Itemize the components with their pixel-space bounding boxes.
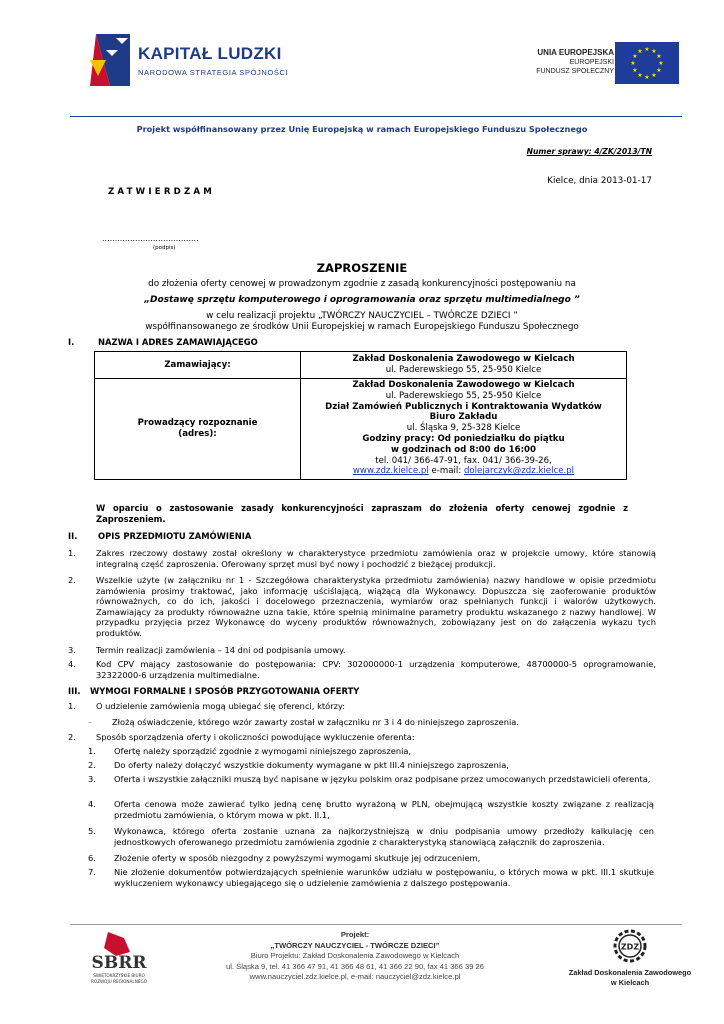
- row1-name: Zakład Doskonalenia Zawodowego w Kielcach: [352, 354, 575, 365]
- logo-subtitle: NARODOWA STRATEGIA SPÓJNOŚCI: [138, 68, 289, 77]
- row2-label-2: (adres):: [178, 429, 217, 440]
- zdz-label: [560, 968, 700, 987]
- table-row: [95, 352, 627, 379]
- list-item-text: Zakres rzeczowy dostawy został określony w charakterystyce przedmiotu zamówienia oraz w projekcie umowy, które stanowią integralną część zaproszenia. Oferowany sprzęt musi być nowy i pochodzić z bieżącej produkcji.: [96, 548, 656, 569]
- list-item-num: 2.: [88, 760, 96, 770]
- zdz-label-line1: Zakład Doskonalenia Zawodowego: [568, 968, 692, 977]
- kapital-ludzki-emblem-icon: [86, 30, 134, 90]
- svg-text:★: ★: [651, 72, 657, 79]
- invitation-line2: „Dostawę sprzętu komputerowego i oprogramowania oraz sprzętu multimedialnego ”: [144, 295, 580, 305]
- svg-text:★: ★: [632, 53, 638, 60]
- section-1-title: NAZWA I ADRES ZAMAWIAJĄCEGO: [98, 337, 258, 347]
- row1-addr: ul. Paderewskiego 55, 25-950 Kielce: [385, 365, 542, 375]
- header-divider: [70, 116, 682, 117]
- list-item-text: Ofertę należy sporządzić zgodnie z wymogami niniejszego zaproszenia,: [114, 746, 412, 756]
- dash-bullet: –: [88, 717, 93, 727]
- case-number: Numer sprawy: 4/ZK/2013/TN: [526, 147, 652, 156]
- sbrr-caption2: ROZWOJU REGIONALNEGO: [90, 979, 148, 984]
- cofinanced-line: Projekt współfinansowany przez Unię Europejską w ramach Europejskiego Funduszu Społecznego: [136, 124, 588, 134]
- row2-phone: tel. 041/ 366-47-91, fax. 041/ 366-39-26,: [375, 455, 552, 466]
- svg-text:★: ★: [644, 74, 650, 81]
- section-2-num: II.: [68, 531, 78, 541]
- contracting-authority-table: [94, 351, 627, 480]
- list-item-text: O udzielenie zamówienia mogą ubiegać się oferenci, którzy:: [96, 701, 346, 711]
- footer-project-name: „TWÓRCZY NAUCZYCIEL - TWÓRCZE DZIECI”: [270, 940, 440, 950]
- list-item-text: Oferta cenowa może zawierać tylko jedną cenę brutto wyrażoną w PLN, obejmującą wszystkie koszty związane z realizacją przedmiotu zamówienia, o którym mowa w pkt. II.1,: [114, 799, 654, 820]
- zdz-gear-text: ZDZ: [620, 942, 640, 952]
- list-item-text: Złożą oświadczenie, którego wzór zawarty został w załączniku nr 3 i 4 do niniejszego zaproszenia.: [112, 717, 519, 727]
- footer-office: Biuro Projektu: Zakład Doskonalenia Zawodowego w Kielcach: [250, 951, 460, 961]
- email-label: e-mail:: [431, 466, 462, 477]
- section-1-heading: [68, 337, 258, 347]
- website-link[interactable]: www.zdz.kielce.pl: [352, 466, 429, 477]
- sbrr-emblem-icon: [78, 930, 160, 990]
- list-item-num: 6.: [88, 853, 96, 863]
- footer-web: www.nauczyciel.zdz.kielce.pl, e-mail: nauczyciel@zdz.kielce.pl: [249, 972, 461, 982]
- section-3-heading: [68, 686, 359, 696]
- zdz-gear-icon: [612, 928, 648, 964]
- section-3-num: III.: [68, 686, 81, 696]
- list-item-num: 4.: [68, 659, 76, 669]
- list-item-text: Kod CPV mający zastosowanie do postępowania: CPV: 302000000-1 urządzenia komputerowe, 48700000-5 oprogramowanie, 32322000-6 urządzenia multimedialne.: [96, 659, 656, 680]
- table-cell-label: [95, 379, 301, 480]
- eu-line3: FUNDUSZ SPOŁECZNY: [536, 68, 614, 75]
- footer-contact: ul. Śląska 9, tel. 41 366 47 91, 41 366 48 61, 41 366 22 90, fax 41 366 39 26: [226, 961, 484, 971]
- email-link[interactable]: dolejarczyk@zdz.kielce.pl: [463, 466, 575, 477]
- list-item-text: Nie złożenie dokumentów potwierdzających spełnienie warunków udziału w postępowaniu, o których mowa w pkt. III.1 skutkuje wykluczeniem wykonawcy ubiegającego się o udzielenie zamówienia z dalszego postępowania.: [114, 867, 654, 888]
- row2-label-1: Prowadzący rozpoznanie: [137, 418, 258, 429]
- footer-project-info: [200, 930, 510, 983]
- intro-paragraph: W oparciu o zastosowanie zasady konkurencyjności zapraszam do złożenia oferty cenowej zgodnie z Zaproszeniem.: [96, 503, 628, 524]
- eu-line1: UNIA EUROPEJSKA: [537, 48, 614, 57]
- sbrr-text: SBRR: [91, 953, 147, 973]
- section-1-num: I.: [68, 337, 75, 347]
- table-cell-label: Zamawiający:: [95, 352, 301, 379]
- footer-project-label: Projekt:: [340, 930, 370, 939]
- section-2-heading: [68, 531, 251, 541]
- table-cell-value: [301, 352, 627, 379]
- row2-web-email: [304, 466, 623, 477]
- svg-text:★: ★: [656, 67, 662, 74]
- row2-hours1: Godziny pracy: Od poniedziałku do piątku: [362, 433, 565, 444]
- table-row: [95, 379, 627, 480]
- row2-name: Zakład Doskonalenia Zawodowego w Kielcach: [352, 380, 575, 390]
- invitation-line1: do złożenia oferty cenowej w prowadzonym zgodnie z zasadą konkurencyjności postępowaniu na: [148, 279, 576, 289]
- row2-addr2: ul. Śląska 9, 25-328 Kielce: [406, 423, 521, 434]
- kapital-ludzki-logo: [86, 30, 306, 90]
- row2-addr: ul. Paderewskiego 55, 25-950 Kielce: [385, 390, 542, 401]
- signature-dots: ......................................: [102, 234, 199, 243]
- zdz-label-line2: w Kielcach: [610, 977, 650, 987]
- list-item-num: 1.: [68, 548, 76, 558]
- eu-line2: EUROPEJSKI: [569, 58, 614, 66]
- list-item-text: Wykonawca, którego oferta zostanie uznana za najkorzystniejszą w dniu podpisania umowy przedłoży kalkulację cen jednostkowych oferowanego przedmiotu zamówienia zgodnie z charakterystyką stanowiącą załącznik do zaproszenia.: [114, 826, 654, 847]
- list-item-text: Termin realizacji zamówienia – 14 dni od podpisania umowy.: [96, 645, 346, 655]
- row2-hours2: w godzinach od 8:00 do 16:00: [390, 444, 537, 455]
- list-item-text: Do oferty należy dołączyć wszystkie dokumenty wymagane w pkt III.4 niniejszego zaproszenia,: [114, 760, 509, 770]
- svg-text:★: ★: [630, 60, 636, 67]
- eu-flag-icon: [615, 42, 679, 84]
- row2-dept: Dział Zamówień Publicznych i Kontraktowania Wydatków: [325, 401, 602, 412]
- row2-office: Biuro Zakładu: [429, 412, 498, 423]
- list-item-num: 2.: [68, 732, 76, 742]
- approve-heading: ZATWIERDZAM: [108, 187, 216, 197]
- table-cell-value: [301, 379, 627, 480]
- signature-label: (podpis): [153, 245, 176, 251]
- sbrr-caption1: ŚWIĘTOKRZYSKIE BIURO: [93, 973, 145, 978]
- list-item-text: Sposób sporządzenia oferty i okoliczności powodujące wykluczenie oferenta:: [96, 732, 415, 742]
- svg-text:★: ★: [651, 48, 657, 55]
- eu-text-block: [536, 48, 614, 77]
- list-item-text: Wszelkie użyte (w załączniku nr 1 - Szczegółowa charakterystyka przedmiotu zamówienia) nazwy handlowe w opisie przedmiotu zamówienia prosimy traktować, jako informację uściślającą, wiążącą dla Wykonawcy. Dopuszcza się zaoferowanie produktów równoważnych, co do ich, jakości i docelowego przeznaczenia, wymiarów oraz spełnianych funkcji i walorów użytkowych. Zamawiający za produkty równoważne uzna takie, które spełnią minimalne parametry produktu wskazanego z nazwy handlowej. W przypadku przyjęcia przez Wykonawcę do wyceny produktów równoważnych, zobowiązany jest on do załączenia wykazu tych produktów.: [96, 575, 656, 638]
- svg-text:★: ★: [637, 72, 643, 79]
- list-item-num: 3.: [88, 774, 96, 784]
- invitation-line4: współfinansowanego ze środków Unii Europejskiej w ramach Europejskiego Funduszu Społecznego: [145, 322, 579, 332]
- footer-divider: [70, 924, 682, 925]
- list-item-num: 5.: [88, 826, 96, 836]
- svg-text:★: ★: [658, 60, 664, 67]
- logo-title: KAPITAŁ LUDZKI: [138, 44, 282, 63]
- eu-stars-icon: [615, 42, 679, 84]
- svg-text:★: ★: [632, 67, 638, 74]
- invitation-title: ZAPROSZENIE: [316, 261, 408, 275]
- sbrr-logo: [78, 930, 160, 990]
- list-item-text: Oferta i wszystkie załączniki muszą być napisane w języku polskim oraz podpisane przez umocowanych przedstawicieli oferenta,: [114, 774, 651, 784]
- section-2-title: OPIS PRZEDMIOTU ZAMÓWIENIA: [98, 531, 252, 541]
- list-item-num: 1.: [88, 746, 96, 756]
- svg-text:★: ★: [644, 46, 650, 53]
- list-item-num: 7.: [88, 867, 96, 877]
- svg-text:★: ★: [637, 48, 643, 55]
- list-item-num: 4.: [88, 799, 96, 809]
- list-item-num: 3.: [68, 645, 76, 655]
- list-item-text: Złożenie oferty w sposób niezgodny z powyższymi wymogami skutkuje jej odrzuceniem,: [114, 853, 481, 863]
- date-line: Kielce, dnia 2013-01-17: [547, 176, 652, 186]
- section-3-title: WYMOGI FORMALNE I SPOSÓB PRZYGOTOWANIA OFERTY: [90, 686, 360, 696]
- list-item-num: 1.: [68, 701, 76, 711]
- svg-text:★: ★: [656, 53, 662, 60]
- invitation-line3: w celu realizacji projektu „TWÓRCZY NAUCZYCIEL – TWÓRCZE DZIECI ”: [206, 311, 518, 321]
- zdz-logo: [560, 926, 700, 996]
- list-item-num: 2.: [68, 575, 76, 585]
